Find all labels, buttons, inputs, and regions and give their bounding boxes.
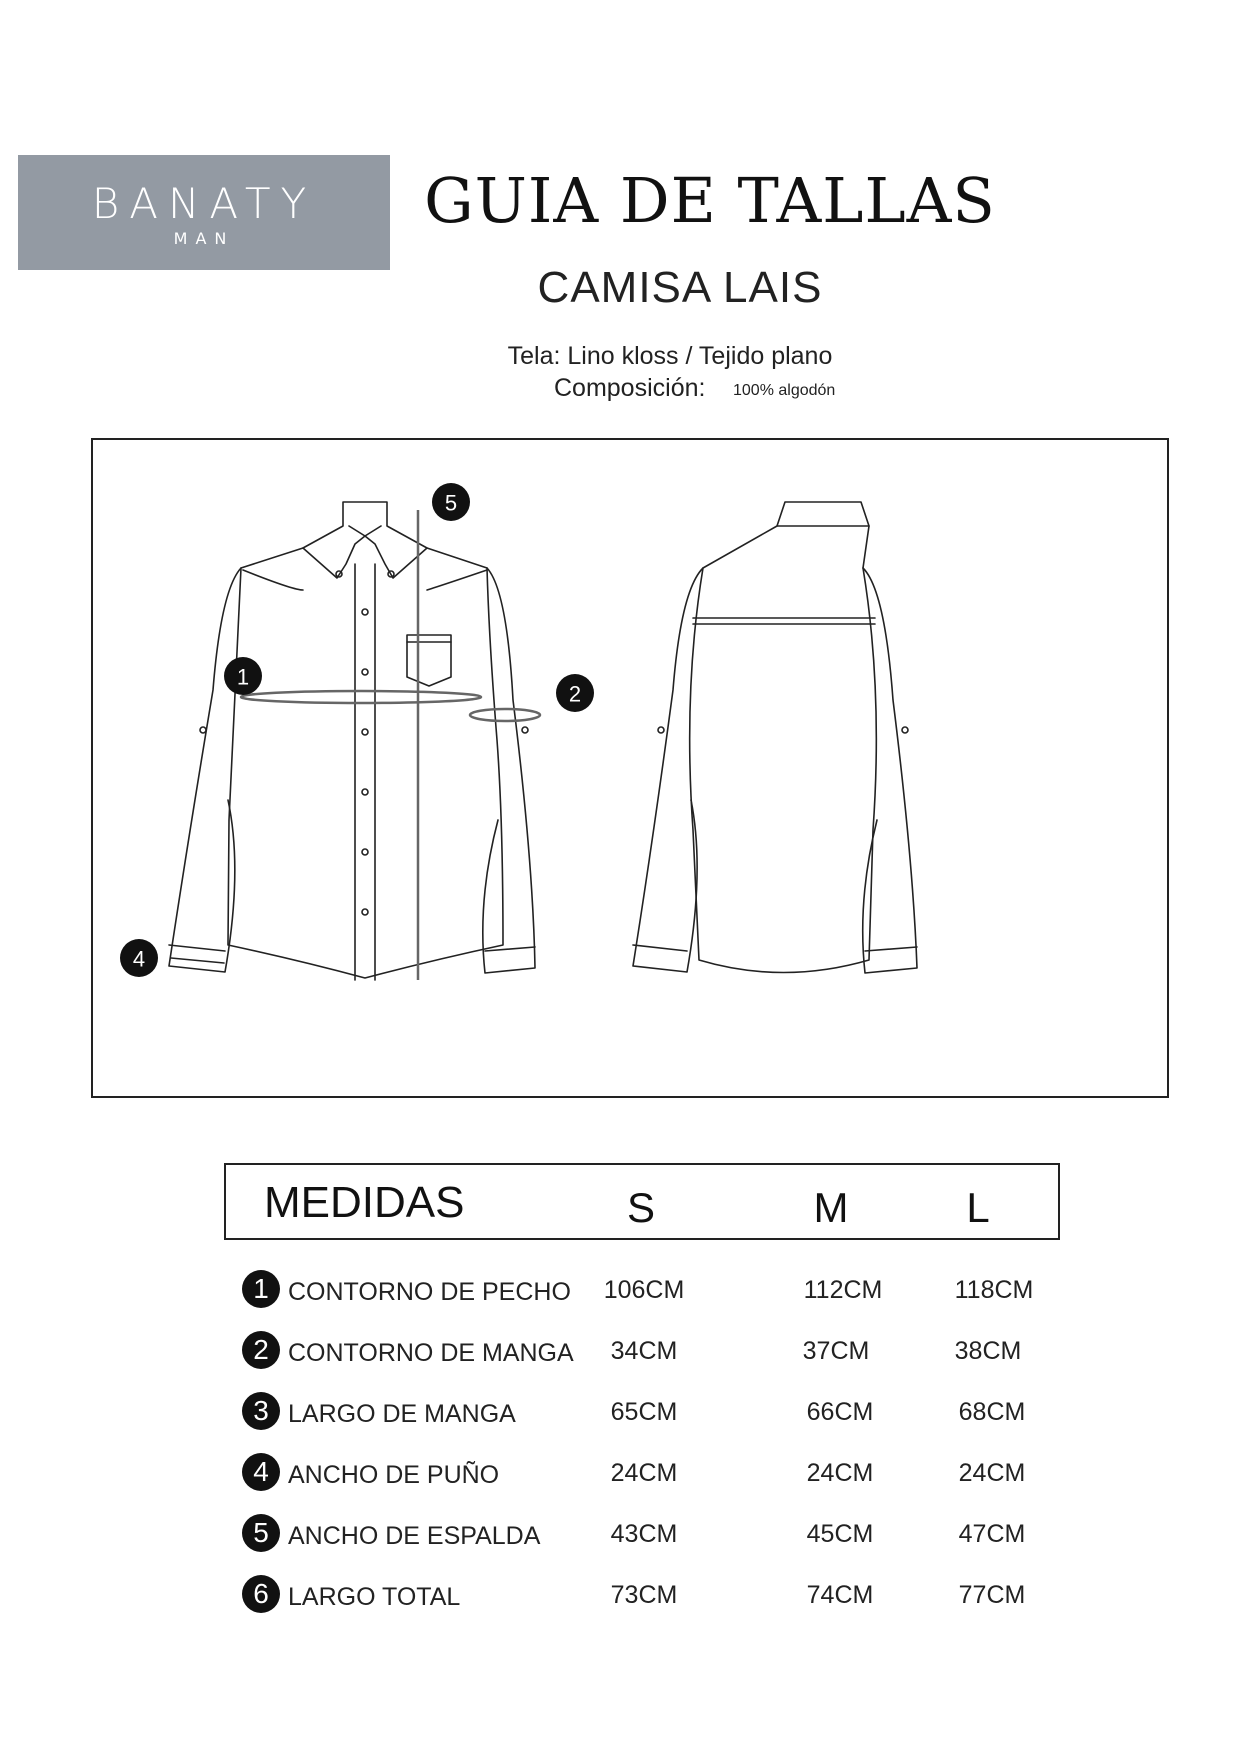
cell-l: 38CM	[954, 1337, 1022, 1365]
marker-2-text: 2	[568, 681, 582, 707]
table-row	[240, 1392, 1060, 1453]
cell-s: 65CM	[610, 1398, 678, 1426]
row-number: 5	[242, 1514, 280, 1552]
row-number: 6	[242, 1575, 280, 1613]
marker-5-text: 5	[444, 490, 458, 516]
cell-s: 34CM	[610, 1337, 678, 1365]
cell-l: 47CM	[958, 1520, 1026, 1548]
row-number: 2	[242, 1331, 280, 1369]
shirt-flat-sketch	[93, 440, 1167, 1096]
front-buttons	[200, 571, 528, 915]
diagram-markers	[120, 483, 594, 977]
cell-m: 45CM	[806, 1520, 874, 1548]
table-row	[240, 1453, 1060, 1514]
brand-logo	[18, 155, 390, 270]
cell-m: 112CM	[803, 1276, 883, 1304]
cell-m: 24CM	[806, 1459, 874, 1487]
header-size-l: L	[966, 1184, 990, 1231]
brand-sub: MAN	[173, 229, 235, 248]
cell-s: 24CM	[610, 1459, 678, 1487]
front-shirt	[169, 502, 535, 980]
composition-value: 100% algodón	[733, 382, 836, 399]
brand-name: BANATY	[91, 179, 317, 228]
product-name: CAMISA LAIS	[537, 263, 823, 312]
cell-l: 77CM	[958, 1581, 1026, 1609]
sleeve-guide	[470, 709, 540, 721]
row-number: 1	[242, 1270, 280, 1308]
table-row	[240, 1331, 1060, 1392]
cell-m: 74CM	[806, 1581, 874, 1609]
cell-m: 66CM	[806, 1398, 874, 1426]
header-size-s: S	[626, 1184, 655, 1231]
chest-guide	[241, 691, 481, 703]
cell-m: 37CM	[802, 1337, 870, 1365]
cell-s: 73CM	[610, 1581, 678, 1609]
fabric-line: Tela: Lino kloss / Tejido plano	[507, 342, 833, 370]
row-label: CONTORNO DE MANGA	[288, 1339, 574, 1367]
page-title: GUIA DE TALLAS	[424, 164, 996, 237]
table-row	[240, 1514, 1060, 1575]
size-table-header	[224, 1163, 1060, 1240]
row-number: 4	[242, 1453, 280, 1491]
row-label: ANCHO DE PUÑO	[288, 1461, 500, 1489]
row-label: LARGO DE MANGA	[288, 1400, 516, 1428]
cell-s: 106CM	[603, 1276, 685, 1304]
row-label: ANCHO DE ESPALDA	[288, 1522, 541, 1550]
back-shirt	[633, 502, 917, 973]
size-table-body	[240, 1270, 1060, 1636]
header-medidas: MEDIDAS	[264, 1178, 465, 1227]
cell-l: 24CM	[958, 1459, 1026, 1487]
shirt-diagram	[91, 438, 1169, 1098]
cell-l: 118CM	[954, 1276, 1034, 1304]
cell-l: 68CM	[958, 1398, 1026, 1426]
marker-4-text: 4	[132, 946, 146, 972]
row-label: CONTORNO DE PECHO	[288, 1278, 571, 1306]
row-number: 3	[242, 1392, 280, 1430]
table-row	[240, 1575, 1060, 1636]
row-label: LARGO TOTAL	[288, 1583, 461, 1611]
table-row	[240, 1270, 1060, 1331]
composition-label: Composición:	[554, 374, 706, 402]
header-size-m: M	[813, 1184, 849, 1231]
cell-s: 43CM	[610, 1520, 678, 1548]
marker-1-text: 1	[236, 664, 250, 690]
